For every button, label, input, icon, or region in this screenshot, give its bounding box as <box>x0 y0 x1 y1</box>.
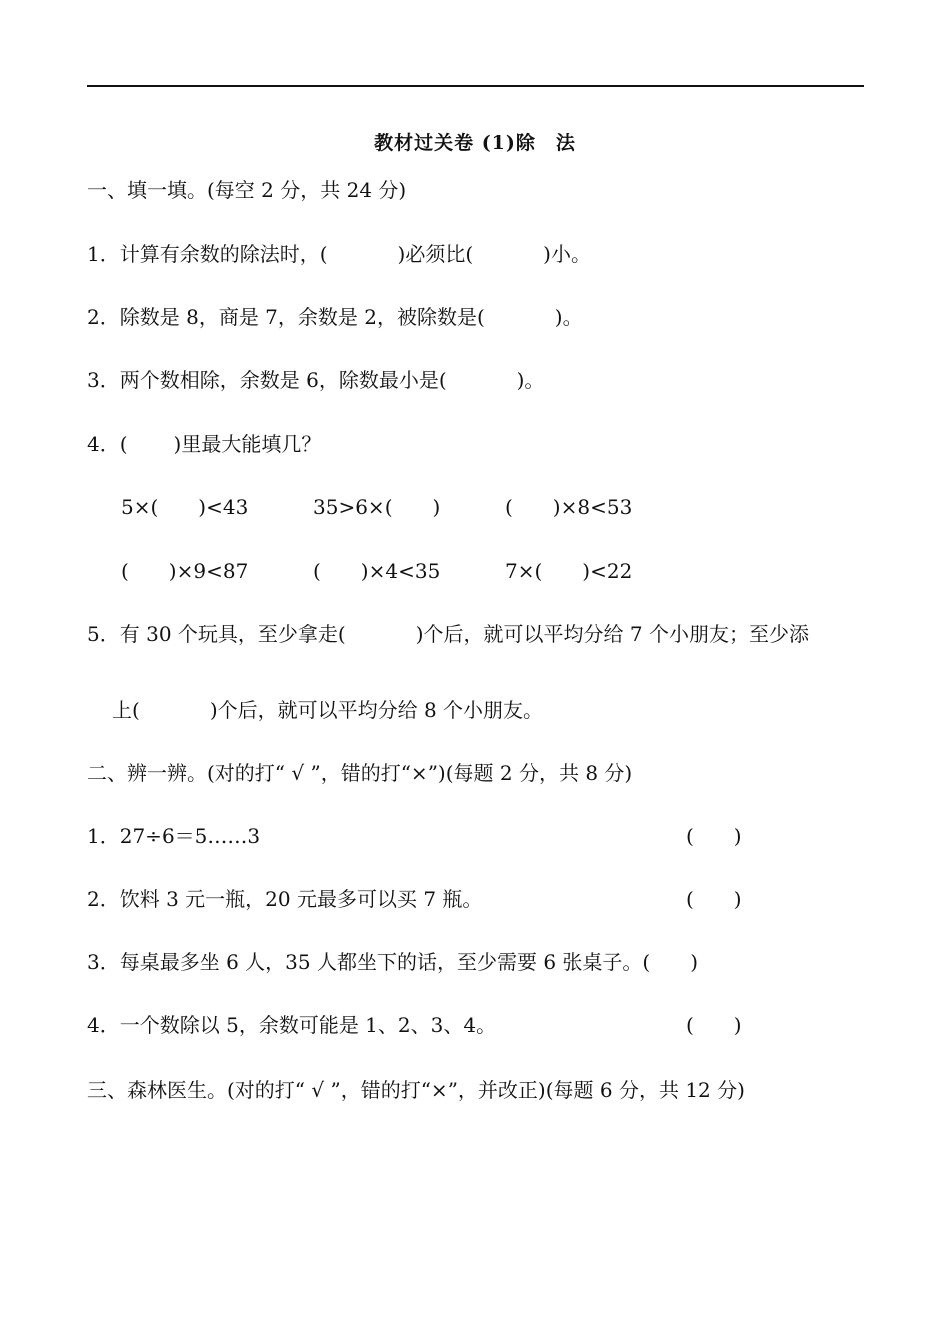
judge-item-2: 2．饮料 3 元一瓶，20 元最多可以买 7 瓶。 <box>87 887 483 911</box>
question-number: 3． <box>87 368 120 392</box>
inequality-item[interactable]: 35>6×( ) <box>313 495 441 519</box>
question-number: 4． <box>87 1013 120 1037</box>
question-1-4: 4．( )里最大能填几？ <box>87 432 322 456</box>
question-number: 3． <box>87 950 120 974</box>
question-number: 5． <box>87 622 120 646</box>
question-number: 1． <box>87 242 120 266</box>
question-number: 1． <box>87 824 120 848</box>
question-number: 2． <box>87 887 120 911</box>
judge-answer-box[interactable]: ( ) <box>686 1013 742 1037</box>
judge-answer-box[interactable]: ( ) <box>686 887 742 911</box>
section-1-heading: 一、填一填。(每空 2 分，共 24 分) <box>87 178 407 202</box>
header-rule <box>87 85 864 87</box>
question-1-2: 2．除数是 8，商是 7，余数是 2，被除数是( )。 <box>87 305 583 329</box>
question-1-3: 3．两个数相除，余数是 6，除数最小是( )。 <box>87 368 545 392</box>
judge-answer-box[interactable]: ( ) <box>686 824 742 848</box>
question-1-1: 1．计算有余数的除法时，( )必须比( )小。 <box>87 242 591 266</box>
inequality-item[interactable]: 7×( )<22 <box>505 559 633 583</box>
judge-item-1: 1．27÷6＝5……3 <box>87 824 261 848</box>
question-number: 2． <box>87 305 120 329</box>
question-1-5-continued: 上( )个后，就可以平均分给 8 个小朋友。 <box>112 698 544 722</box>
judge-item-3[interactable]: 3．每桌最多坐 6 人，35 人都坐下的话，至少需要 6 张桌子。( ) <box>87 950 699 974</box>
section-2-heading: 二、辨一辨。(对的打“ √ ”，错的打“×”)(每题 2 分，共 8 分) <box>87 761 633 785</box>
section-3-heading: 三、森林医生。(对的打“ √ ”，错的打“×”，并改正)(每题 6 分，共 12 分) <box>87 1078 745 1102</box>
inequality-item[interactable]: ( )×4<35 <box>313 559 441 583</box>
inequality-item[interactable]: ( )×9<87 <box>121 559 249 583</box>
page-title: 教材过关卷 (1)除 法 <box>374 132 576 154</box>
question-1-5: 5．有 30 个玩具，至少拿走( )个后，就可以平均分给 7 个小朋友；至少添 <box>87 622 809 646</box>
question-number: 4． <box>87 432 120 456</box>
inequality-item[interactable]: ( )×8<53 <box>505 495 633 519</box>
judge-item-4: 4．一个数除以 5，余数可能是 1、2、3、4。 <box>87 1013 497 1037</box>
inequality-item[interactable]: 5×( )<43 <box>121 495 249 519</box>
